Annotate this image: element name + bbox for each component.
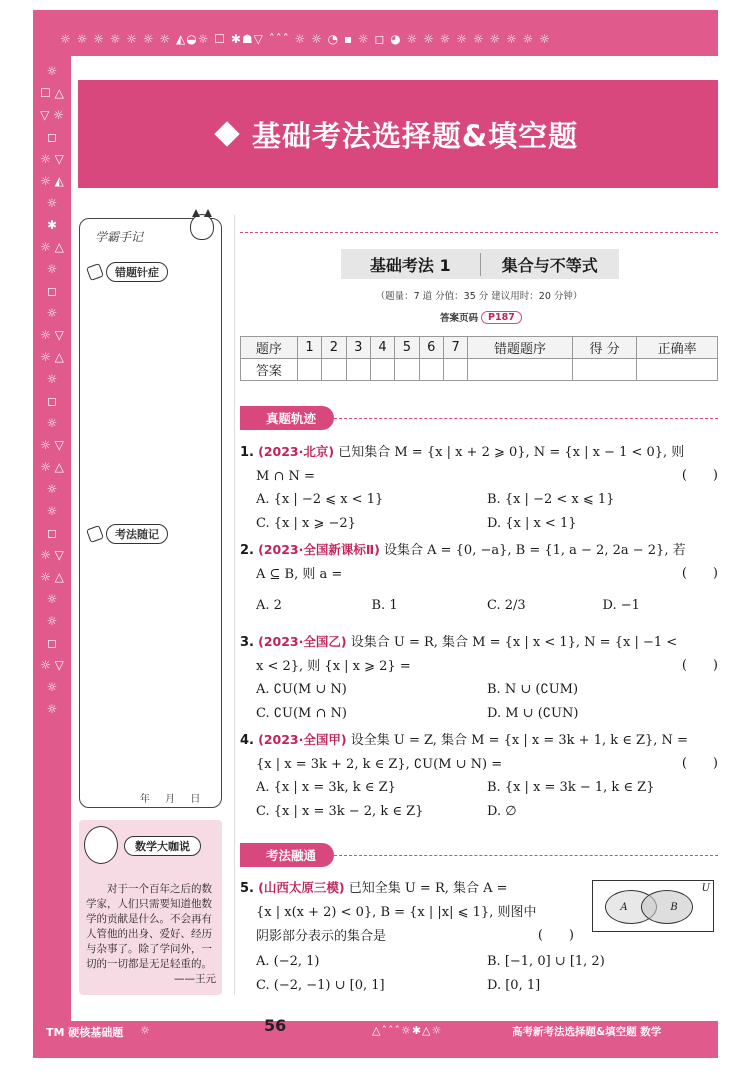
question-source: (山西太原三模) [258,880,345,895]
mathematician-avatar [84,826,118,864]
option-d[interactable]: D. [0, 1] [487,978,541,993]
question-source: (2023·全国乙) [258,634,347,649]
question-stem: {x | x(x + 2) < 0}, B = {x | |x| ⩽ 1}, 则图中 [256,905,537,920]
answer-cell[interactable] [297,359,321,381]
note-tag-notes [88,524,168,544]
question-2 [240,538,718,587]
answer-cell[interactable] [419,359,443,381]
question-stem: 设集合 A = {0, −a}, B = {1, a − 2, 2a − 2}, 若 [383,543,686,558]
question-5 [240,876,580,949]
question-1-options [256,488,718,536]
question-stem: A ⊆ B, 则 a = [256,567,343,582]
option-d[interactable]: D. M ∪ (∁UN) [487,706,579,721]
notes-panel [79,218,222,808]
section-label: 基础考法 1 [341,253,481,276]
option-a[interactable]: A. {x | x = 3k, k ∈ Z} [256,780,396,795]
section-name: 集合与不等式 [501,255,598,275]
option-d[interactable]: D. ∅ [487,804,517,819]
answer-cell[interactable] [395,359,419,381]
answer-table [240,336,718,381]
table-cell: 1 [297,337,321,359]
question-stem: {x | x = 3k + 2, k ∈ Z}, ∁U(M ∪ N) = [256,757,503,772]
question-stem: 已知集合 M = {x | x + 2 ⩾ 0}, N = {x | x − 1 < 0}, 则 [338,445,685,460]
subhead-pill: 考法融通 [240,843,334,867]
pen-icon [86,525,104,543]
title-banner [78,80,718,188]
question-number: 3. [240,635,254,650]
question-source: (2023·全国甲) [258,732,347,747]
question-number: 1. [240,445,254,460]
answer-parens: ( ) [681,566,718,581]
page-title [218,114,578,155]
answer-cell[interactable] [572,359,636,381]
question-number: 5. [240,881,254,896]
answer-parens: ( ) [681,468,718,483]
footer-book-title: 高考新考法选择题&填空题 数学 [512,1026,662,1038]
answer-cell[interactable] [637,359,718,381]
table-cell: 7 [443,337,467,359]
option-d[interactable]: D. −1 [602,598,640,613]
subhead-real-exams [240,406,718,430]
left-decoration: ☼ ☐ △ ▽ ☼ ◻ ☼ ▽ ☼ ◭ ☼ ✱ ☼ △ ☼ ◻ ☼ ☼ ▽ ☼ △ ☼ ◻ ☼ ☼ ▽ ☼ △ ☼ ☼ ◻ ☼ ▽ ☼ △ ☼ ☼ ◻ ☼ ▽ ☼ ☼ [40,64,64,716]
table-cell: 正确率 [637,337,718,359]
section-meta: （题量：7 道 分值：35 分 建议用时：20 分钟） [375,291,583,302]
option-c[interactable]: C. {x | x ⩾ −2} [256,516,356,531]
option-b[interactable]: B. {x | x = 3k − 1, k ∈ Z} [487,780,655,795]
date-line: 年 月 日 [140,794,207,805]
question-number: 2. [240,543,254,558]
question-2-options [256,594,718,618]
note-tag-errors-label: 错题针症 [106,262,168,282]
venn-a-label: A [620,901,628,913]
venn-b-label: B [670,901,678,913]
option-a[interactable]: A. {x | −2 ⩽ x < 1} [256,492,384,507]
table-cell: 3 [346,337,370,359]
table-cell: 5 [395,337,419,359]
table-cell: 得 分 [572,337,636,359]
footer-decoration: ☼ [140,1024,150,1037]
option-a[interactable]: A. ∁U(M ∪ N) [256,682,347,697]
option-c[interactable]: C. {x | x = 3k − 2, k ∈ Z} [256,804,424,819]
option-d[interactable]: D. {x | x < 1} [487,516,577,531]
question-stem: x < 2}, 则 {x | x ⩾ 2} = [256,659,411,674]
answer-cell[interactable] [468,359,573,381]
question-stem: 阴影部分表示的集合是 [256,929,387,944]
column-divider [234,215,235,995]
question-3 [240,630,718,679]
table-row [241,337,718,359]
top-decoration: ☼ ☼ ☼ ☼ ☼ ☼ ☼ ◭◒☼ ☐ ✱☗▽ ˆˆˆ ☼ ☼ ◔ ▪ ☼ ◻ ◕ ☼ ☼ ☼ ☼ ☼ ☼ ☼ ☼ ☼ [60,32,551,46]
question-4 [240,728,718,777]
quote-text [86,882,216,987]
answer-cell[interactable] [346,359,370,381]
page-title-text: 基础考法选择题&填空题 [251,118,579,153]
table-cell: 6 [419,337,443,359]
page-number: 56 [264,1016,287,1035]
subhead-rule [334,855,718,856]
option-a[interactable]: A. (−2, 1) [256,954,320,969]
devil-icon [190,214,214,240]
option-c[interactable]: C. 2/3 [487,598,526,613]
option-b[interactable]: B. {x | −2 < x ⩽ 1} [487,492,615,507]
answer-parens: ( ) [681,756,718,771]
table-cell: 题序 [241,337,298,359]
notes-heading: 学霸手记 [95,230,144,244]
subhead-integration [240,843,718,867]
question-number: 4. [240,733,254,748]
option-c[interactable]: C. ∁U(M ∩ N) [256,706,347,721]
option-b[interactable]: B. N ∪ (∁UM) [487,682,579,697]
note-tag-notes-label: 考法随记 [106,524,168,544]
table-cell: 2 [322,337,346,359]
venn-set-b [641,890,693,924]
answer-parens: ( ) [537,928,574,943]
question-4-options [256,776,718,824]
table-cell: 4 [370,337,394,359]
question-5-options [256,950,718,998]
question-stem: M ∩ N = [256,469,315,484]
note-tag-errors [88,262,168,282]
answer-cell[interactable] [322,359,346,381]
answer-page-number: P187 [481,311,522,324]
table-cell: 错题题序 [468,337,573,359]
answer-page [440,310,522,324]
quote-author: ——王元 [174,973,216,985]
option-b[interactable]: B. 1 [371,598,398,613]
question-stem: 已知全集 U = R, 集合 A = [348,881,508,896]
question-source: (2023·北京) [258,444,335,459]
section-title [341,249,619,279]
question-stem: 设全集 U = Z, 集合 M = {x | x = 3k + 1, k ∈ Z}, N = [350,733,688,748]
diamond-icon [214,121,239,146]
question-3-options [256,678,718,726]
quote-body: 对于一个百年之后的数学家，人们只需要知道他数学的贡献是什么。不会再有人管他的出身、爱好、经历与杂事了。除了学问外，一切的一切都是无足轻重的。 [86,883,212,970]
option-b[interactable]: B. [−1, 0] ∪ [1, 2) [487,954,605,969]
footer-series: TM 硬核基础题 [46,1026,124,1039]
answer-cell[interactable] [443,359,467,381]
answer-cell[interactable] [370,359,394,381]
option-a[interactable]: A. 2 [256,598,282,613]
question-1 [240,440,718,489]
question-source: (2023·全国新课标Ⅱ) [258,542,380,557]
venn-diagram [592,880,714,932]
footer-decoration: △ˆˆˆ☼✱△☼ [372,1024,443,1037]
pen-icon [86,263,104,281]
quote-title: 数学大咖说 [124,836,201,856]
option-c[interactable]: C. (−2, −1) ∪ [0, 1] [256,978,385,993]
section-rule [240,232,718,250]
answer-page-label: 答案页码 [440,313,479,324]
venn-universe-label: U [701,883,710,894]
answer-parens: ( ) [681,658,718,673]
question-stem: 设集合 U = R, 集合 M = {x | x < 1}, N = {x | −1 < [350,635,678,650]
subhead-rule [334,418,718,419]
table-cell: 答案 [241,359,298,381]
subhead-pill: 真题轨迹 [240,406,334,430]
table-row [241,359,718,381]
